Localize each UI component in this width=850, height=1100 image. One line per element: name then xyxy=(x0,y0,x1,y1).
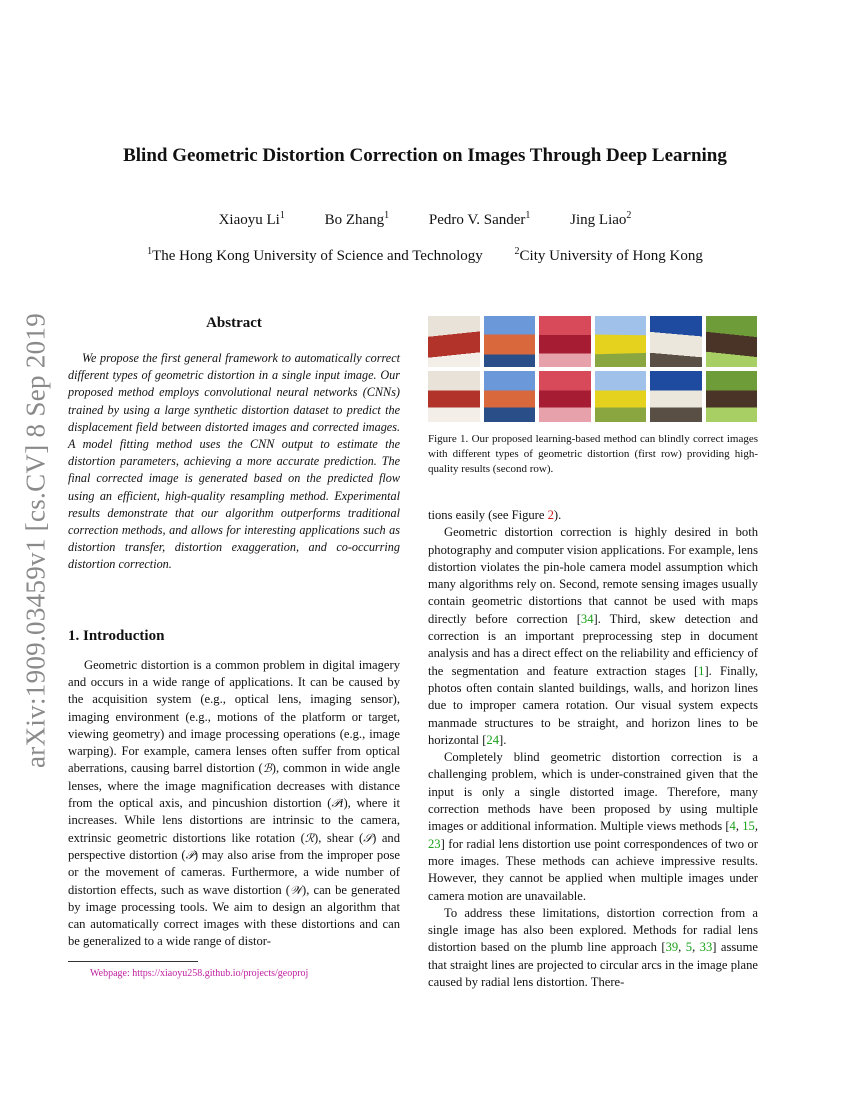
red-sculpture-thumbnail-distorted xyxy=(539,316,591,367)
thumbnail-fill xyxy=(484,316,536,367)
perspective-symbol: 𝒫 xyxy=(185,847,194,862)
thumbnail-fill xyxy=(595,371,647,422)
citation-link[interactable]: 33 xyxy=(699,940,713,955)
citation-link[interactable]: 34 xyxy=(580,611,594,626)
thumbnail-fill xyxy=(650,371,702,422)
paper-title: Blind Geometric Distortion Correction on Images Through Deep Learning xyxy=(123,145,727,166)
right-column xyxy=(428,316,758,991)
figure-1-caption: Figure 1. Our proposed learning-based method can blindly correct images with different types of geometric distortion (first row) providing high-quality results (second row). xyxy=(428,433,758,475)
citation-link[interactable]: 24 xyxy=(486,732,499,747)
pincushion-distortion-symbol: 𝒫i xyxy=(331,796,344,811)
barrel-distortion-symbol: ℬ xyxy=(262,761,272,776)
blind-correction-paragraph: Completely blind geometric distortion correction is a challenging problem, which is under-constrained given that the input is only a single distorted image. Therefore, many correction methods have been proposed by using multiple images or additional information. Multiple views methods [4, 15, 23] for radial lens distortion use point correspondences of two or more images. These methods can achieve impressive results. However, they cannot be applied when multiple images under camera motion are unavailable. xyxy=(428,750,758,903)
single-image-paragraph: To address these limitations, distortion correction from a single image has also been explored. Methods for radial lens distortion based on the plumb line approach [39, 5, 33] assume that straight lines are projected to circular arcs in the image plane caused by radial lens distortion. There- xyxy=(428,905,758,990)
author-list xyxy=(60,212,790,229)
yellow-flower-field-thumbnail-corrected xyxy=(595,371,647,422)
affiliation-list xyxy=(60,248,790,265)
thumbnail-fill xyxy=(706,316,758,367)
thumbnail-fill xyxy=(484,371,536,422)
house-garden-thumbnail-distorted xyxy=(706,316,758,367)
golden-gate-bridge-thumbnail-corrected xyxy=(484,371,536,422)
rotation-symbol: ℛ xyxy=(304,830,314,845)
interior-red-room-thumbnail-corrected xyxy=(428,371,480,422)
interior-red-room-thumbnail-distorted xyxy=(428,316,480,367)
author-2: Bo Zhang$^1$ xyxy=(324,210,390,228)
arxiv-identifier-stamp: arXiv:1909.03459v1 [cs.CV] 8 Sep 2019 xyxy=(20,312,51,768)
citation-link[interactable]: 39 xyxy=(665,940,679,955)
red-sculpture-thumbnail-corrected xyxy=(539,371,591,422)
left-column xyxy=(68,315,400,979)
author-3: Pedro V. Sander$^1$ xyxy=(428,210,531,228)
thumbnail-fill xyxy=(428,371,480,422)
citation-link[interactable]: 1 xyxy=(698,663,705,678)
wave-distortion-symbol: 𝒲 xyxy=(289,882,303,897)
thumbnail-fill xyxy=(539,316,591,367)
introduction-paragraph: Geometric distortion is a common problem in digital imagery and occurs in a wide range of applications. It can be caused by the acquisition system (e.g., optical lens, imaging sensor), imaging environment (e.g., motions of the platform or target, viewing geometry) and image processing operations (e.g., image warping). For example, camera lenses often suffer from optical aberrations, causing barrel distortion (ℬ), common in wide angle lenses, where the image magnification decreases with distance from the optical axis, and pincushion distortion (𝒫i), where it increases. While lens distortions are intrinsic to the camera, extrinsic geometric distortions like rotation (ℛ), shear (𝒮) and perspective distortion (𝒫) may also arise from the improper pose or the movement of cameras. Furthermore, a wide number of distortion effects, such as wave distortion (𝒲), can be generated by image processing tools. We aim to design an algorithm that can automatically correct images with these distortions and can be generalized to a wide range of distor- xyxy=(68,657,401,949)
applications-paragraph: Geometric distortion correction is highly desired in both photography and computer vision applications. For example, lens distortion violates the pin-hole camera model assumption which many algorithms rely on. Second, remote sensing images usually contain geometric distortions that cannot be used with maps directly before correction [34]. Third, skew detection and correction is an important preprocessing step in document analysis and has a direct effect on the reliability and efficiency of the segmentation and feature extraction stages [1]. Finally, photos often contain slanted buildings, walls, and horizon lines due to improper camera rotation. Our visual system expects manmade structures to be straight, and horizon lines to be horizontal [24]. xyxy=(428,525,759,747)
continued-paragraph: tions easily (see Figure 2). xyxy=(428,508,562,522)
thumbnail-fill xyxy=(650,316,702,367)
affiliation-2: $^2$City University of Hong Kong xyxy=(514,246,703,264)
golden-gate-bridge-thumbnail-distorted xyxy=(484,316,536,367)
figure-2-reference-link[interactable]: 2 xyxy=(547,508,554,522)
figure-1-image-grid xyxy=(428,316,758,422)
citation-link[interactable]: 4 xyxy=(729,819,736,834)
author-1: Xiaoyu Li$^1$ xyxy=(218,210,285,228)
thumbnail-fill xyxy=(428,316,480,367)
affiliation-1: $^1$The Hong Kong University of Science and Technology xyxy=(147,246,483,264)
thumbnail-fill xyxy=(595,316,647,367)
abstract-heading: Abstract xyxy=(206,315,262,331)
footnote-rule xyxy=(68,961,198,962)
introduction-heading: 1. Introduction xyxy=(68,627,165,644)
citation-link[interactable]: 5 xyxy=(685,940,693,955)
church-building-thumbnail-distorted xyxy=(650,316,702,367)
shear-symbol: 𝒮 xyxy=(363,830,373,845)
thumbnail-fill xyxy=(539,371,591,422)
abstract-text: We propose the first general framework to automatically correct different types of geometric distortion in a single input image. Our proposed method employs convolutional neural networks (CNNs) trained by using a large synthetic distortion dataset to predict the displacement field between distorted images and corrected images. A model fitting method uses the CNN output to estimate the distortion parameters, achieving a more accurate prediction. The final corrected image is generated based on the predicted flow using an efficient, high-quality resampling method. Experimental results demonstrate that our algorithm outperforms traditional correction methods, and allows for interesting applications such as distortion transfer, distortion exaggeration, and co-occurring distortion correction. xyxy=(68,351,400,572)
church-building-thumbnail-corrected xyxy=(650,371,702,422)
right-column-text xyxy=(428,507,758,991)
author-4: Jing Liao$^2$ xyxy=(570,210,632,228)
citation-link[interactable]: 23 xyxy=(428,836,441,851)
citation-link[interactable]: 15 xyxy=(742,819,755,834)
yellow-flower-field-thumbnail-distorted xyxy=(595,316,647,367)
webpage-footnote-link[interactable]: Webpage: https://xiaoyu258.github.io/projects/geoproj xyxy=(90,967,309,979)
thumbnail-fill xyxy=(706,371,758,422)
house-garden-thumbnail-corrected xyxy=(706,371,758,422)
